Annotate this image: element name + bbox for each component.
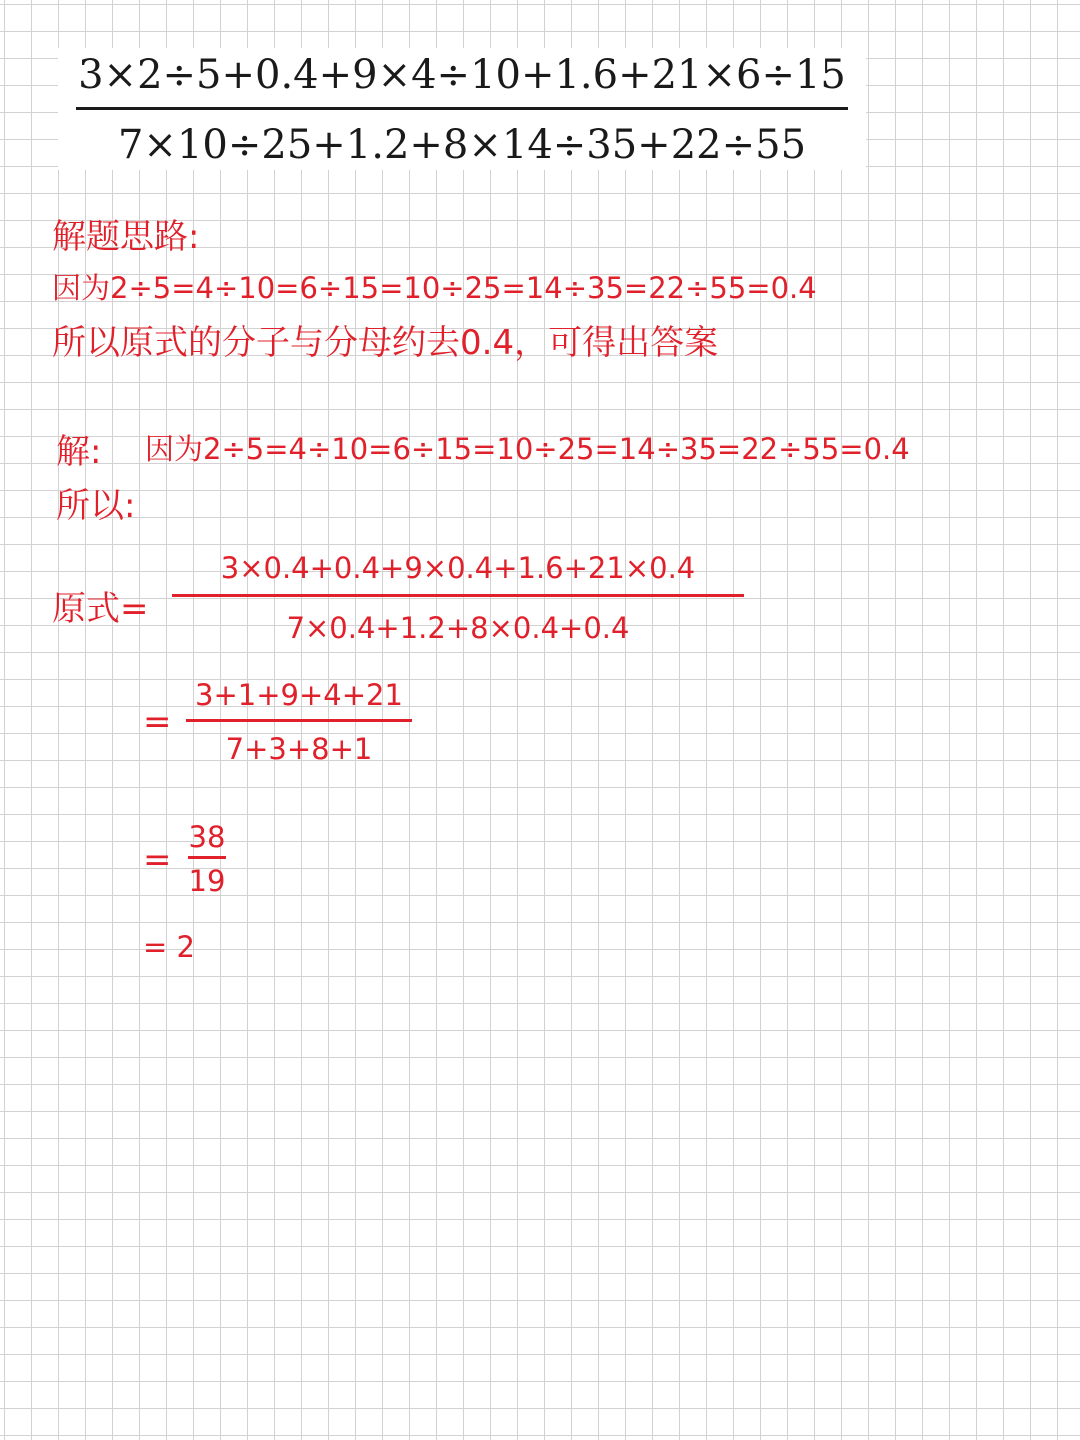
problem-expression xyxy=(58,48,866,170)
solution-intro-text: 因为2÷5=4÷10=6÷15=10÷25=14÷35=22÷55=0.4 xyxy=(145,432,910,466)
step2-denominator: 7+3+8+1 xyxy=(225,732,373,766)
step2-numerator: 3+1+9+4+21 xyxy=(195,678,403,712)
solution-label: 解: xyxy=(56,432,102,472)
step3-fraction-bar xyxy=(188,856,226,859)
step1-fraction-bar xyxy=(172,594,744,597)
step2-fraction-bar xyxy=(186,719,412,722)
approach-heading: 解题思路: xyxy=(52,217,200,257)
problem-denominator: 7×10÷25+1.2+8×14÷35+22÷55 xyxy=(117,122,807,168)
step1-prefix: 原式= xyxy=(52,589,149,629)
step3-numerator: 38 xyxy=(188,820,226,854)
step1-numerator: 3×0.4+0.4+9×0.4+1.6+21×0.4 xyxy=(220,551,696,585)
step1-denominator: 7×0.4+1.2+8×0.4+0.4 xyxy=(286,611,630,645)
step2-equals: = xyxy=(143,702,172,742)
final-answer: = 2 xyxy=(143,930,195,964)
step3-equals: = xyxy=(143,840,172,880)
problem-fraction-bar xyxy=(76,107,848,110)
problem-numerator: 3×2÷5+0.4+9×4÷10+1.6+21×6÷15 xyxy=(78,52,846,98)
step3-denominator: 19 xyxy=(188,864,226,898)
approach-line-1: 因为2÷5=4÷10=6÷15=10÷25=14÷35=22÷55=0.4 xyxy=(52,271,817,305)
so-label: 所以: xyxy=(56,486,136,526)
approach-line-2: 所以原式的分子与分母约去0.4，可得出答案 xyxy=(52,323,719,363)
